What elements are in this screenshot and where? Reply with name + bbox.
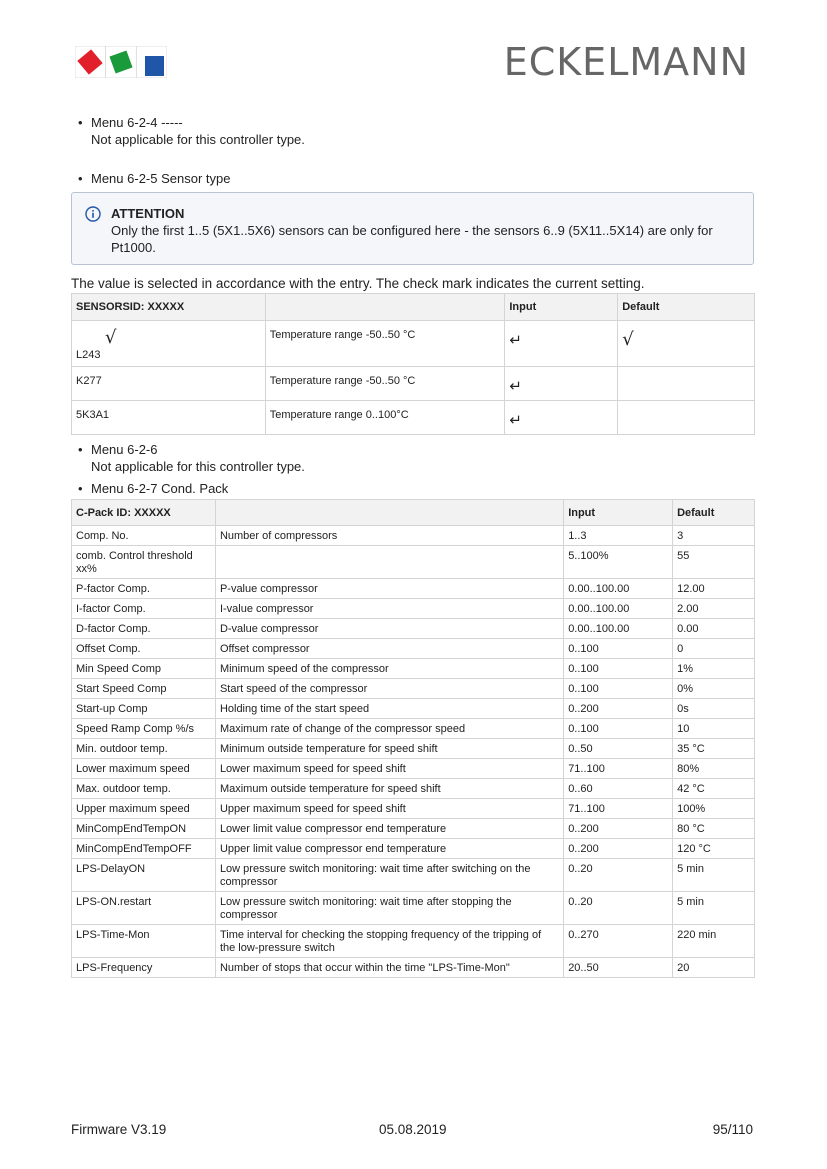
parameter-default: 3	[673, 526, 755, 546]
menu-624-section: • Menu 6-2-4 ----- Not applicable for this controller type.	[78, 115, 305, 147]
menu-624-title: Menu 6-2-4 -----	[91, 115, 183, 130]
sensor-name: K277	[72, 367, 266, 401]
parameter-name: LPS-ON.restart	[72, 892, 216, 925]
sensor-name: 5K3A1	[72, 401, 266, 435]
table-header-cell: Input	[564, 500, 673, 526]
table-row[interactable]	[72, 958, 755, 978]
table-row[interactable]	[72, 699, 755, 719]
sensor-description: Temperature range -50..50 °C	[265, 367, 505, 401]
parameter-input-range: 0..200	[564, 839, 673, 859]
menu-626-title: Menu 6-2-6	[91, 442, 158, 457]
parameter-input-range: 0..200	[564, 819, 673, 839]
attention-box	[71, 192, 754, 265]
parameter-name: Start-up Comp	[72, 699, 216, 719]
parameter-input-range: 0..100	[564, 659, 673, 679]
parameter-input-range: 0..60	[564, 779, 673, 799]
table-row[interactable]	[72, 526, 755, 546]
table-row[interactable]	[72, 819, 755, 839]
parameter-default: 20	[673, 958, 755, 978]
parameter-description: Minimum outside temperature for speed shift	[215, 739, 563, 759]
footer-page-number: 95/110	[712, 1122, 753, 1137]
parameter-default: 80 °C	[673, 819, 755, 839]
menu-626-text: Not applicable for this controller type.	[91, 459, 305, 474]
enter-key-icon[interactable]: ↵	[509, 378, 522, 395]
parameter-description: Holding time of the start speed	[215, 699, 563, 719]
table-header-cell: Default	[673, 500, 755, 526]
parameter-default: 35 °C	[673, 739, 755, 759]
menu-625-title: Menu 6-2-5 Sensor type	[91, 171, 231, 186]
check-mark-icon: √	[105, 327, 117, 348]
parameter-input-range: 0..20	[564, 892, 673, 925]
menu-627-title: Menu 6-2-7 Cond. Pack	[91, 481, 229, 496]
table-row[interactable]	[72, 759, 755, 779]
parameter-name: comb. Control threshold xx%	[72, 546, 216, 579]
sensor-description: Temperature range -50..50 °C	[265, 321, 505, 367]
menu-626-section: • Menu 6-2-6 Not applicable for this controller type.	[78, 442, 305, 474]
parameter-input-range: 0..270	[564, 925, 673, 958]
table-row[interactable]	[72, 839, 755, 859]
parameter-description: Number of compressors	[215, 526, 563, 546]
table-row[interactable]	[72, 546, 755, 579]
parameter-input-range: 20..50	[564, 958, 673, 978]
table-row[interactable]	[72, 859, 755, 892]
parameter-default: 0	[673, 639, 755, 659]
parameter-default: 12.00	[673, 579, 755, 599]
default-check-mark-icon: √	[622, 329, 634, 350]
parameter-description: Offset compressor	[215, 639, 563, 659]
parameter-default: 100%	[673, 799, 755, 819]
parameter-input-range: 0..200	[564, 699, 673, 719]
parameter-input-range: 0.00..100.00	[564, 579, 673, 599]
parameter-name: Comp. No.	[72, 526, 216, 546]
parameter-name: Lower maximum speed	[72, 759, 216, 779]
parameter-input-range: 1..3	[564, 526, 673, 546]
attention-text: Only the first 1..5 (5X1..5X6) sensors can be configured here - the sensors 6..9 (5X11..5X14) are only for Pt1000.	[111, 223, 713, 255]
table-row[interactable]	[72, 679, 755, 699]
table-row[interactable]	[72, 739, 755, 759]
table-row[interactable]	[72, 639, 755, 659]
parameter-default: 55	[673, 546, 755, 579]
table-row[interactable]	[72, 579, 755, 599]
parameter-description: Maximum rate of change of the compressor speed	[215, 719, 563, 739]
parameter-name: MinCompEndTempON	[72, 819, 216, 839]
parameter-description: Time interval for checking the stopping frequency of the tripping of the low-pressure switch	[215, 925, 563, 958]
logo-blue-square	[145, 56, 164, 76]
parameter-input-range: 0..100	[564, 719, 673, 739]
brand-name: ECKELMANN	[503, 40, 749, 84]
menu-625-section: • Menu 6-2-5 Sensor type	[78, 171, 231, 186]
parameter-name: MinCompEndTempOFF	[72, 839, 216, 859]
info-icon	[85, 206, 101, 222]
menu-627-section: • Menu 6-2-7 Cond. Pack	[78, 481, 229, 496]
parameter-description: Start speed of the compressor	[215, 679, 563, 699]
table-row[interactable]	[72, 367, 755, 401]
parameter-description: Low pressure switch monitoring: wait time after switching on the compressor	[215, 859, 563, 892]
parameter-default: 42 °C	[673, 779, 755, 799]
parameter-default: 10	[673, 719, 755, 739]
parameter-input-range: 0..100	[564, 639, 673, 659]
cond-pack-table	[71, 499, 755, 978]
parameter-description: Maximum outside temperature for speed shift	[215, 779, 563, 799]
table-row[interactable]	[72, 619, 755, 639]
parameter-description: I-value compressor	[215, 599, 563, 619]
parameter-default: 80%	[673, 759, 755, 779]
parameter-name: LPS-Time-Mon	[72, 925, 216, 958]
parameter-default: 1%	[673, 659, 755, 679]
sensor-default	[618, 401, 755, 435]
attention-title: ATTENTION	[111, 206, 185, 221]
parameter-default: 0%	[673, 679, 755, 699]
parameter-name: Max. outdoor temp.	[72, 779, 216, 799]
parameter-input-range: 0..20	[564, 859, 673, 892]
menu-624-text: Not applicable for this controller type.	[91, 132, 305, 147]
table-header-row	[72, 500, 755, 526]
table-row[interactable]	[72, 719, 755, 739]
table-header-row	[72, 294, 755, 321]
parameter-default: 220 min	[673, 925, 755, 958]
parameter-name: I-factor Comp.	[72, 599, 216, 619]
sensor-default	[618, 367, 755, 401]
footer-date: 05.08.2019	[379, 1122, 447, 1137]
parameter-description: Lower maximum speed for speed shift	[215, 759, 563, 779]
sensor-type-table	[71, 293, 755, 435]
parameter-input-range: 0..50	[564, 739, 673, 759]
parameter-name: Start Speed Comp	[72, 679, 216, 699]
parameter-default: 5 min	[673, 859, 755, 892]
parameter-input-range: 71..100	[564, 759, 673, 779]
parameter-input-range: 0.00..100.00	[564, 599, 673, 619]
parameter-description: D-value compressor	[215, 619, 563, 639]
table-row[interactable]	[72, 925, 755, 958]
table-row[interactable]	[72, 799, 755, 819]
sensor-name: L243	[76, 349, 101, 361]
enter-key-icon[interactable]: ↵	[509, 412, 522, 429]
table-header-cell: SENSORSID: XXXXX	[72, 294, 266, 321]
sensor-description: Temperature range 0..100°C	[265, 401, 505, 435]
parameter-description: P-value compressor	[215, 579, 563, 599]
parameter-input-range: 71..100	[564, 799, 673, 819]
parameter-description: Upper limit value compressor end temperature	[215, 839, 563, 859]
parameter-name: Offset Comp.	[72, 639, 216, 659]
parameter-name: Speed Ramp Comp %/s	[72, 719, 216, 739]
parameter-default: 2.00	[673, 599, 755, 619]
parameter-default: 0s	[673, 699, 755, 719]
parameter-name: Min Speed Comp	[72, 659, 216, 679]
table-row[interactable]	[72, 779, 755, 799]
footer-firmware: Firmware V3.19	[71, 1122, 167, 1137]
parameter-description	[215, 546, 563, 579]
cond-pack-table-body	[72, 526, 755, 978]
parameter-input-range: 5..100%	[564, 546, 673, 579]
parameter-description: Minimum speed of the compressor	[215, 659, 563, 679]
parameter-name: Min. outdoor temp.	[72, 739, 216, 759]
table-header-cell: C-Pack ID: XXXXX	[72, 500, 216, 526]
parameter-description: Upper maximum speed for speed shift	[215, 799, 563, 819]
parameter-name: LPS-DelayON	[72, 859, 216, 892]
sensor-name-cell	[72, 321, 266, 367]
table-header-cell	[265, 294, 505, 321]
parameter-input-range: 0..100	[564, 679, 673, 699]
table-row[interactable]	[72, 599, 755, 619]
parameter-name: P-factor Comp.	[72, 579, 216, 599]
enter-key-icon[interactable]: ↵	[509, 332, 522, 349]
parameter-description: Low pressure switch monitoring: wait time after stopping the compressor	[215, 892, 563, 925]
parameter-input-range: 0.00..100.00	[564, 619, 673, 639]
parameter-name: LPS-Frequency	[72, 958, 216, 978]
table-header-cell	[215, 500, 563, 526]
table-header-cell: Input	[505, 294, 618, 321]
parameter-default: 0.00	[673, 619, 755, 639]
company-logo	[75, 46, 167, 78]
table-row[interactable]	[72, 321, 755, 367]
parameter-description: Number of stops that occur within the time "LPS-Time-Mon"	[215, 958, 563, 978]
table-header-cell: Default	[618, 294, 755, 321]
parameter-name: D-factor Comp.	[72, 619, 216, 639]
parameter-name: Upper maximum speed	[72, 799, 216, 819]
intro-text: The value is selected in accordance with the entry. The check mark indicates the current setting.	[71, 276, 645, 291]
table-row[interactable]	[72, 892, 755, 925]
parameter-default: 5 min	[673, 892, 755, 925]
parameter-default: 120 °C	[673, 839, 755, 859]
parameter-description: Lower limit value compressor end temperature	[215, 819, 563, 839]
table-row[interactable]	[72, 401, 755, 435]
table-row[interactable]	[72, 659, 755, 679]
